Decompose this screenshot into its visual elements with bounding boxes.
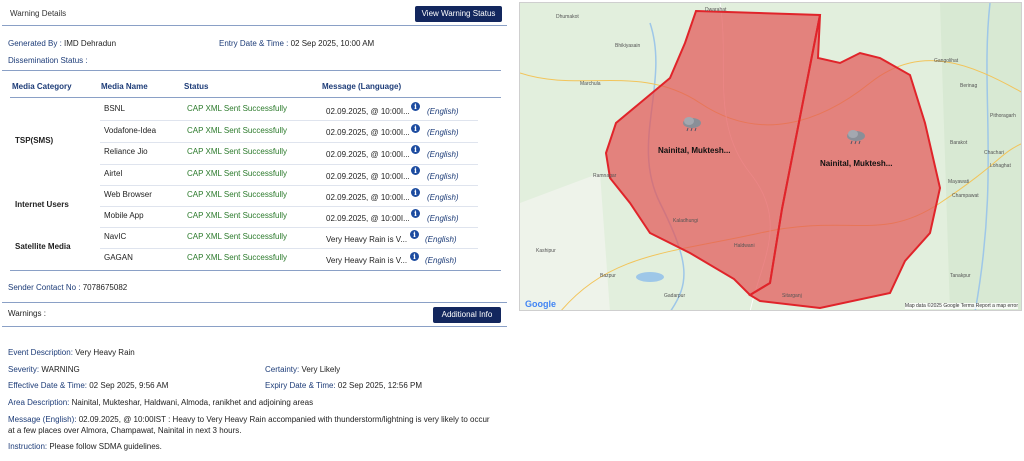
media-status: CAP XML Sent Successfully (187, 126, 288, 135)
category-internet-users: Internet Users (15, 200, 69, 209)
header-status: Status (184, 82, 209, 91)
media-status: CAP XML Sent Successfully (187, 253, 288, 262)
warnings-label: Warnings : (8, 309, 46, 318)
event-description (8, 348, 135, 357)
category-tsp-sms: TSP(SMS) (15, 136, 54, 145)
media-status: CAP XML Sent Successfully (187, 169, 288, 178)
message-english-label: Message (English): (8, 415, 77, 424)
area-description-label: Area Description: (8, 398, 70, 407)
media-status: CAP XML Sent Successfully (187, 232, 288, 241)
table-header-divider (10, 97, 501, 98)
info-icon[interactable]: i (410, 252, 419, 261)
place-label: Dwarahat (705, 7, 727, 13)
map-attribution[interactable]: Map data ©2025 Google Terms Report a map error (904, 303, 1018, 309)
info-icon[interactable]: i (411, 188, 420, 197)
instruction-label: Instruction: (8, 442, 48, 451)
details-divider (2, 326, 507, 327)
language-link[interactable]: (English) (427, 193, 459, 202)
sender-contact-label: Sender Contact No : (8, 283, 83, 292)
expiry-date-value: 02 Sep 2025, 12:56 PM (337, 381, 422, 390)
message-preview: Very Heavy Rain is V... (326, 235, 408, 244)
severity (8, 365, 80, 374)
expiry-date-time (265, 381, 422, 390)
map-canvas (520, 3, 1022, 311)
entry-date-value: 02 Sep 2025, 10:00 AM (290, 39, 375, 48)
area-description (8, 398, 313, 407)
certainty-label: Certainty: (265, 365, 300, 374)
area-description-value: Nainital, Mukteshar, Haldwani, Almoda, ranikhet and adjoining areas (71, 398, 314, 407)
place-label: Sitarganj (782, 293, 802, 299)
effective-date-value: 02 Sep 2025, 9:56 AM (89, 381, 169, 390)
info-icon[interactable]: i (411, 145, 420, 154)
message-english-line1: 02.09.2025, @ 10:00IST : Heavy to Very Heavy Rain accompanied with thunderstorm/lightning is very likely to occur (78, 415, 490, 424)
warnings-divider (2, 302, 507, 303)
media-name: Web Browser (104, 190, 152, 199)
media-name: Reliance Jio (104, 147, 148, 156)
place-label: Dhumakot (556, 14, 579, 20)
thunderstorm-icon[interactable] (681, 116, 703, 132)
row-divider (100, 206, 478, 207)
place-label: Pithoragarh (990, 113, 1016, 119)
place-label: Bazpur (600, 273, 616, 279)
severity-value: WARNING (41, 365, 80, 374)
place-label: Lohaghat (990, 163, 1011, 169)
message-preview: 02.09.2025, @ 10:00I... (326, 107, 410, 116)
language-link[interactable]: (English) (427, 214, 459, 223)
media-status: CAP XML Sent Successfully (187, 147, 288, 156)
place-label: Barakot (950, 140, 968, 146)
effective-date-time (8, 381, 168, 390)
language-link[interactable]: (English) (425, 256, 457, 265)
row-divider (100, 185, 478, 186)
place-label: Berinag (960, 83, 978, 89)
generated-by-label: Generated By : (8, 39, 65, 48)
row-divider (100, 164, 478, 165)
table-top-divider (2, 70, 501, 71)
hills-area (940, 3, 1022, 311)
header-media-name: Media Name (101, 82, 148, 91)
row-divider (100, 142, 478, 143)
media-name: Mobile App (104, 211, 144, 220)
media-name: GAGAN (104, 253, 133, 262)
language-link[interactable]: (English) (425, 235, 457, 244)
certainty (265, 365, 340, 374)
row-divider (100, 248, 478, 249)
message-preview: 02.09.2025, @ 10:00I... (326, 150, 410, 159)
category-satellite-media: Satellite Media (15, 242, 71, 251)
language-link[interactable]: (English) (427, 172, 459, 181)
row-divider (100, 120, 478, 121)
entry-date-label: Entry Date & Time : (219, 39, 291, 48)
place-label: Bhikiyasain (615, 43, 641, 49)
panel-title: Warning Details (10, 9, 67, 18)
message-preview: 02.09.2025, @ 10:00I... (326, 128, 410, 137)
header-message-language: Message (Language) (322, 82, 402, 91)
media-name: NavIC (104, 232, 127, 241)
lake (636, 272, 664, 282)
message-preview: 02.09.2025, @ 10:00I... (326, 193, 410, 202)
place-label: Gangolihat (934, 58, 959, 64)
media-status: CAP XML Sent Successfully (187, 211, 288, 220)
area-label-east: Nainital, Muktesh... (820, 159, 893, 168)
place-label: Mayawati (948, 179, 970, 185)
message-english-line2: at a few places over Almora, Champawat, Nainital in next 3 hours. (8, 426, 242, 435)
sender-contact-value: 7078675082 (82, 283, 128, 292)
panel-header (2, 2, 507, 26)
view-warning-status-button[interactable]: View Warning Status (415, 6, 502, 22)
certainty-value: Very Likely (301, 365, 341, 374)
google-logo (525, 299, 556, 309)
google-logo-text: Google (525, 299, 556, 309)
place-label: Chachari (984, 150, 1005, 156)
message-english (8, 415, 490, 424)
event-description-label: Event Description: (8, 348, 73, 357)
generated-by-value: IMD Dehradun (64, 39, 117, 48)
additional-info-button[interactable]: Additional Info (433, 307, 501, 323)
place-label: Ramnagar (593, 173, 617, 179)
place-label: Gadarpur (664, 293, 686, 299)
message-preview: 02.09.2025, @ 10:00I... (326, 172, 410, 181)
media-status: CAP XML Sent Successfully (187, 190, 288, 199)
language-link[interactable]: (English) (427, 128, 459, 137)
instruction (8, 442, 162, 451)
thunderstorm-icon[interactable] (845, 129, 867, 145)
warning-map[interactable] (519, 2, 1022, 311)
sender-contact (8, 283, 127, 292)
entry-date-time (219, 39, 374, 48)
effective-date-label: Effective Date & Time: (8, 381, 87, 390)
info-icon[interactable]: i (410, 230, 419, 239)
message-preview: 02.09.2025, @ 10:00I... (326, 214, 410, 223)
row-divider (100, 227, 478, 228)
place-label: Tanakpur (950, 273, 971, 279)
generated-by (8, 39, 116, 48)
language-link[interactable]: (English) (427, 107, 459, 116)
media-name: Airtel (104, 169, 123, 178)
instruction-value: Please follow SDMA guidelines. (49, 442, 162, 451)
media-name: Vodafone-Idea (104, 126, 157, 135)
place-label: Kaladhungi (673, 218, 699, 224)
info-icon[interactable]: i (411, 209, 420, 218)
language-link[interactable]: (English) (427, 150, 459, 159)
info-icon[interactable]: i (411, 166, 420, 175)
place-label: Kashipur (536, 248, 556, 254)
dissemination-status-label: Dissemination Status : (8, 56, 88, 65)
header-media-category: Media Category (12, 82, 72, 91)
event-description-value: Very Heavy Rain (75, 348, 135, 357)
info-icon[interactable]: i (411, 124, 420, 133)
expiry-date-label: Expiry Date & Time: (265, 381, 336, 390)
place-label: Champawat (952, 193, 979, 199)
severity-label: Severity: (8, 365, 40, 374)
media-name: BSNL (104, 104, 125, 113)
place-label: Marchula (580, 81, 601, 87)
info-icon[interactable]: i (411, 102, 420, 111)
media-status: CAP XML Sent Successfully (187, 104, 288, 113)
table-bottom-divider (10, 270, 501, 271)
place-label: Haldwani (734, 243, 755, 249)
message-preview: Very Heavy Rain is V... (326, 256, 408, 265)
area-label-west: Nainital, Muktesh... (658, 146, 731, 155)
